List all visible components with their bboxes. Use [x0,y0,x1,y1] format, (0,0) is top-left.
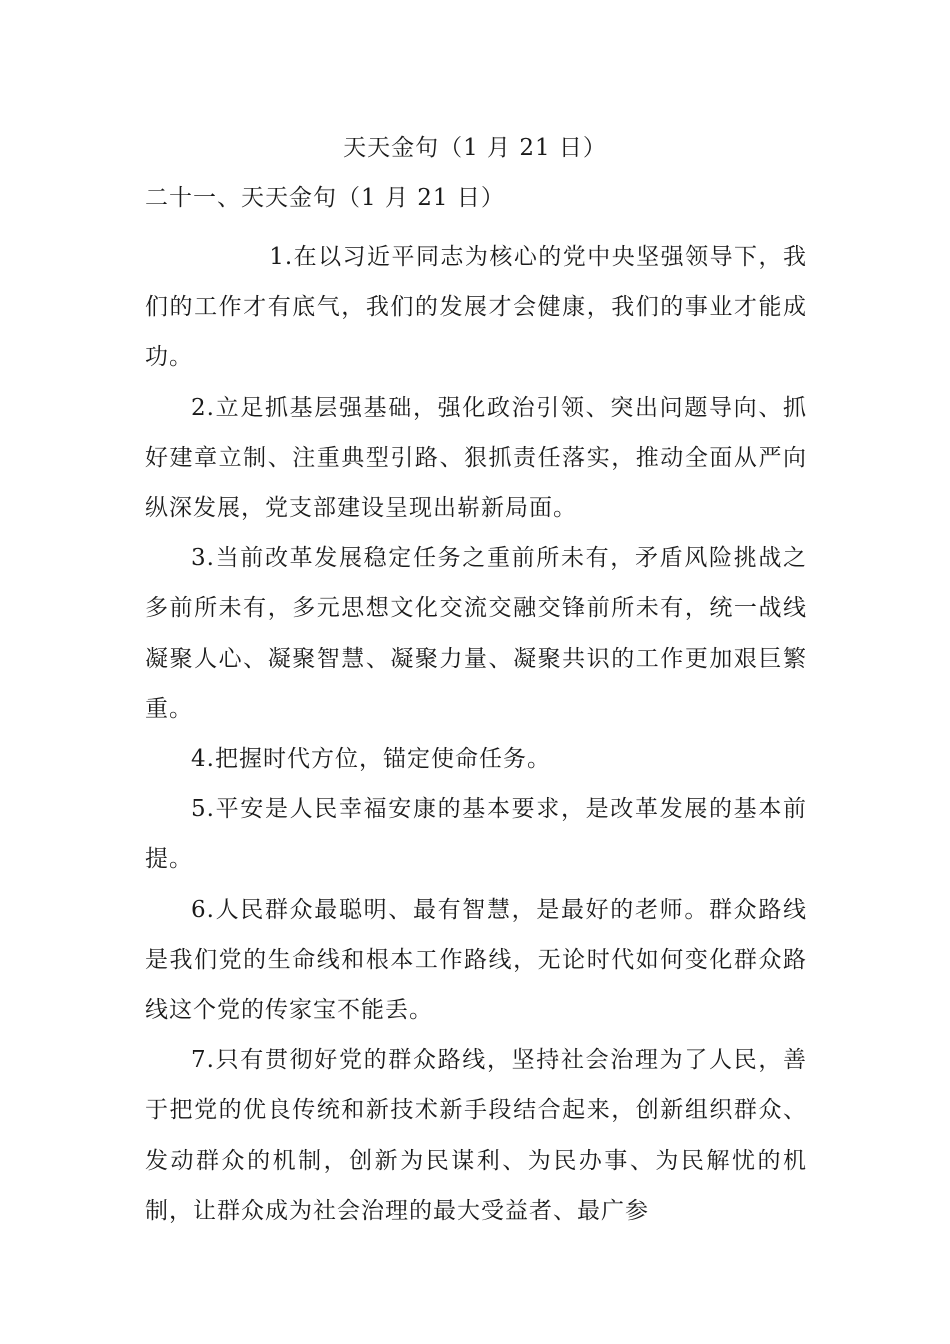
quote-paragraph-5: 5.平安是人民幸福安康的基本要求，是改革发展的基本前提。 [145,796,807,873]
quote-paragraph-6: 6.人民群众最聪明、最有智慧，是最好的老师。群众路线是我们党的生命线和根本工作路线，无论时代如何变化群众路线这个党的传家宝不能丢。 [145,896,807,1024]
quote-paragraph-3: 3.当前改革发展稳定任务之重前所未有，矛盾风险挑战之多前所未有，多元思想文化交流交融交锋前所未有，统一战线凝聚人心、凝聚智慧、凝聚力量、凝聚共识的工作更加艰巨繁重。 [145,545,807,722]
quote-paragraph-7: 7.只有贯彻好党的群众路线，坚持社会治理为了人民，善于把党的优良传统和新技术新手段结合起来，创新组织群众、发动群众的机制，创新为民谋利、为民办事、为民解忧的机制，让群众成为社会治理的最大受益者、最广参 [145,1047,807,1224]
quote-paragraph-1: 1.在以习近平同志为核心的党中央坚强领导下，我们的工作才有底气，我们的发展才会健康，我们的事业才能成功。 [145,244,807,371]
quote-paragraph-4: 4.把握时代方位，锚定使命任务。 [191,746,551,773]
document-title: 天天金句（1 月 21 日） [343,135,607,161]
document-body [145,232,807,1236]
quote-paragraph-2: 2.立足抓基层强基础，强化政治引领、突出问题导向、抓好建章立制、注重典型引路、狠抓责任落实，推动全面从严向纵深发展，党支部建设呈现出崭新局面。 [145,394,807,522]
section-heading: 二十一、天天金句（1 月 21 日） [145,185,505,211]
